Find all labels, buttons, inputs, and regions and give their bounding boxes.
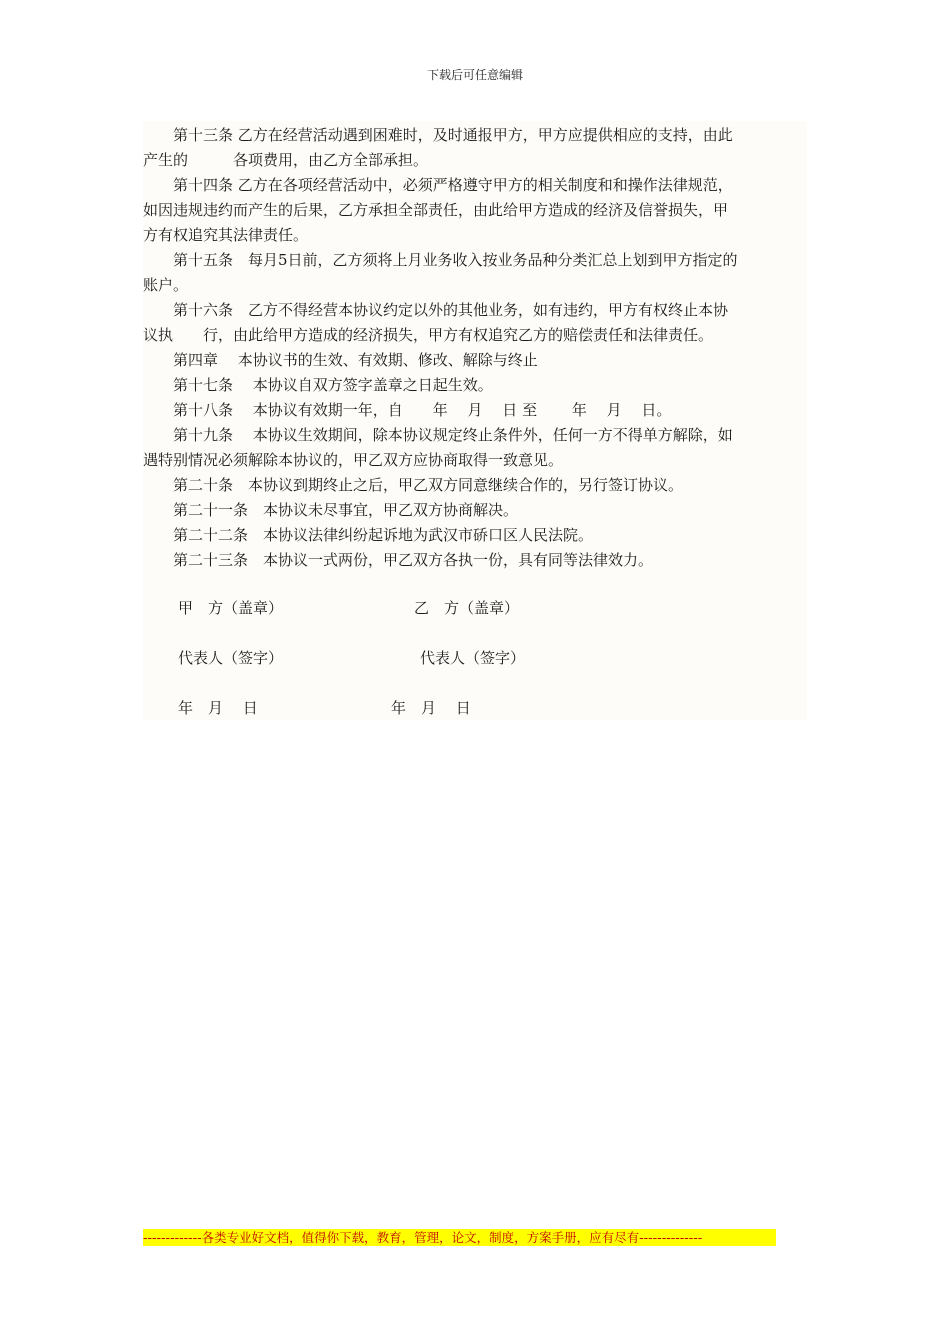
- article-16-line-1: 第十六条 乙方不得经营本协议约定以外的其他业务，如有违约，甲方有权终止本协: [143, 301, 729, 319]
- article-17: [143, 373, 807, 398]
- page-header: 下载后可任意编辑: [426, 68, 523, 82]
- article-13-line-2: 产生的 各项费用，由乙方全部承担。: [143, 151, 429, 169]
- party-a-date: 年 月 日: [178, 699, 258, 717]
- article-17-line-1: 第十七条 本协议自双方签字盖章之日起生效。: [143, 376, 493, 394]
- article-19-line-2: 遇特别情况必须解除本协议的，甲乙双方应协商取得一致意见。: [143, 451, 564, 469]
- article-13: [143, 123, 807, 173]
- chapter-4-heading: [143, 348, 807, 373]
- article-20-line-1: 第二十条 本协议到期终止之后，甲乙双方同意继续合作的，另行签订协议。: [143, 476, 684, 494]
- article-21: [143, 498, 807, 523]
- party-b-date: 年 月 日: [391, 699, 471, 717]
- party-a-representative: 代表人（签字）: [178, 649, 284, 667]
- article-19-line-1: 第十九条 本协议生效期间，除本协议规定终止条件外，任何一方不得单方解除，如: [143, 426, 733, 444]
- article-15-line-2: 账户。: [143, 276, 189, 294]
- article-18: [143, 398, 807, 423]
- article-16: [143, 298, 807, 348]
- article-21-line-1: 第二十一条 本协议未尽事宜，甲乙双方协商解决。: [143, 501, 519, 519]
- article-15-line-1: 第十五条 每月5日前，乙方须将上月业务收入按业务品种分类汇总上划到甲方指定的: [143, 251, 738, 269]
- article-15: [143, 248, 807, 298]
- article-14-line-1: 第十四条 乙方在各项经营活动中，必须严格遵守甲方的相关制度和和操作法律规范，: [143, 176, 733, 194]
- chapter-4-line: 第四章 本协议书的生效、有效期、修改、解除与终止: [143, 351, 538, 369]
- contract-body: [143, 121, 807, 720]
- article-13-line-1: 第十三条 乙方在经营活动遇到困难时，及时通报甲方，甲方应提供相应的支持，由此: [143, 126, 733, 144]
- article-22: [143, 523, 807, 548]
- article-16-line-2: 议执 行，由此给甲方造成的经济损失，甲方有权追究乙方的赔偿责任和法律责任。: [143, 326, 714, 344]
- article-18-line-1: 第十八条 本协议有效期一年，自 年 月 日 至 年 月 日。: [143, 401, 672, 419]
- article-14: [143, 173, 807, 248]
- article-20: [143, 473, 807, 498]
- article-19: [143, 423, 807, 473]
- footer-banner: -------------各类专业好文档，值得你下载，教育，管理，论文，制度，方案手册，应有尽有--------------: [143, 1229, 776, 1246]
- party-a-seal: 甲 方（盖章）: [178, 599, 284, 617]
- party-b-seal: 乙 方（盖章）: [414, 599, 520, 617]
- article-23: [143, 548, 807, 573]
- article-22-line-1: 第二十二条 本协议法律纠纷起诉地为武汉市硚口区人民法院。: [143, 526, 594, 544]
- article-14-line-2: 如因违规违约而产生的后果，乙方承担全部责任，由此给甲方造成的经济及信誉损失，甲: [143, 201, 729, 219]
- article-14-line-3: 方有权追究其法律责任。: [143, 226, 309, 244]
- article-23-line-1: 第二十三条 本协议一式两份，甲乙双方各执一份，具有同等法律效力。: [143, 551, 654, 569]
- party-b-representative: 代表人（签字）: [420, 649, 526, 667]
